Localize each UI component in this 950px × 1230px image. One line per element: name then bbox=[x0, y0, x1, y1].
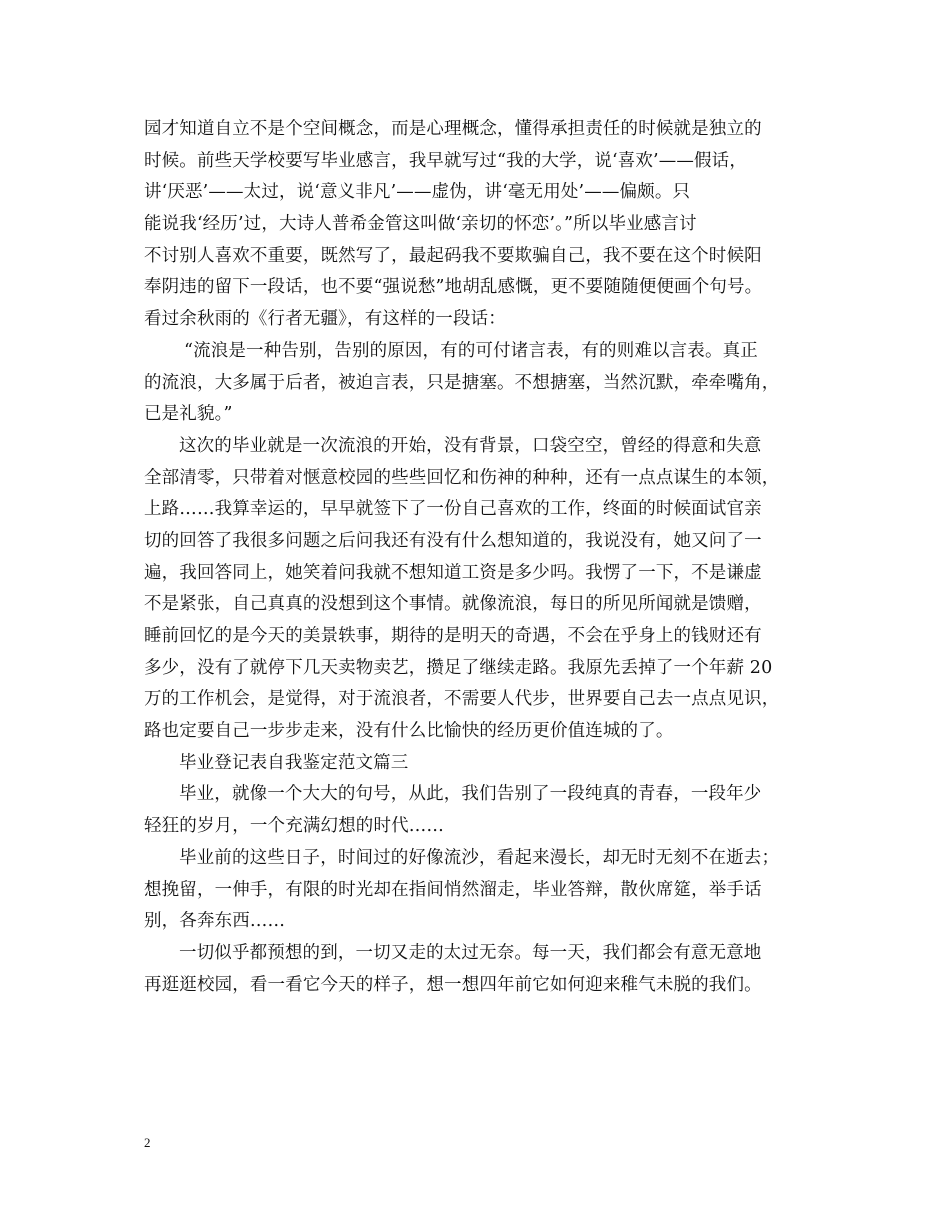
quote-line: “流浪是一种告别，告别的原因，有的可付诸言表，有的则难以言表。真正 bbox=[184, 340, 758, 361]
paragraph-line: 路也定要自己一步步走来，没有什么比愉快的经历更价值连城的了。 bbox=[144, 721, 674, 742]
paragraph-line: 这次的毕业就是一次流浪的开始，没有背景，口袋空空，曾经的得意和失意 bbox=[179, 435, 762, 456]
paragraph-line: 万的工作机会，是觉得，对于流浪者，不需要人代步，世界要自己去一点点见识， bbox=[144, 689, 780, 710]
paragraph-line: 想挽留，一伸手，有限的时光却在指间悄然溜走，毕业答辩，散伙席筵，举手话 bbox=[144, 879, 762, 900]
paragraph-line: 园才知道自立不是个空间概念，而是心理概念，懂得承担责任的时候就是独立的 bbox=[144, 119, 762, 139]
paragraph-line: 睡前回忆的是今天的美景轶事，期待的是明天的奇遇，不会在乎身上的钱财还有 bbox=[144, 626, 762, 646]
paragraph-line: 一切似乎都预想的到，一切又走的太过无奈。每一天，我们都会有意无意地 bbox=[179, 942, 762, 963]
paragraph-line: 不讨别人喜欢不重要，既然写了，最起码我不要欺骗自己，我不要在这个时候阳 bbox=[144, 245, 762, 266]
paragraph-line: 时候。前些天学校要写毕业感言，我早就写过“我的大学，说‘喜欢’——假话， bbox=[144, 150, 747, 171]
paragraph-line: 毕业，就像一个大大的句号，从此，我们告别了一段纯真的青春，一段年少 bbox=[179, 784, 762, 805]
quote-line: 已是礼貌。” bbox=[144, 404, 233, 425]
paragraph-line: 别，各奔东西…… bbox=[144, 911, 286, 932]
paragraph-line: 不是紧张，自己真真的没想到这个事情。就像流浪，每日的所见所闻就是馈赠， bbox=[144, 594, 762, 615]
quote-line: 的流浪，大多属于后者，被迫言表，只是搪塞。不想搪塞，当然沉默，牵牵嘴角， bbox=[144, 372, 780, 393]
paragraph-line: 切的回答了我很多问题之后问我还有没有什么想知道的，我说没有，她又问了一 bbox=[144, 530, 762, 551]
paragraph-line: 上路……我算幸运的，早早就签下了一份自己喜欢的工作，终面的时候面试官亲 bbox=[144, 499, 762, 520]
paragraph-line: 毕业前的这些日子，时间过的好像流沙，看起来漫长，却无时无刻不在逝去； bbox=[179, 847, 780, 868]
paragraph-line: 再逛逛校园，看一看它今天的样子，想一想四年前它如何迎来稚气未脱的我们。 bbox=[144, 974, 762, 995]
paragraph-line: 能说我‘经历’过，大诗人普希金管这叫做‘亲切的怀恋’。”所以毕业感言讨 bbox=[144, 214, 697, 235]
document-body bbox=[144, 114, 834, 1001]
paragraph-line: 多少，没有了就停下几天卖物卖艺，攒足了继续走路。我原先丢掉了一个年薪 20 bbox=[144, 657, 773, 678]
paragraph-line: 看过余秋雨的《行者无疆》，有这样的一段话： bbox=[144, 309, 506, 330]
section-heading: 毕业登记表自我鉴定范文篇三 bbox=[179, 752, 409, 773]
paragraph-line: 讲‘厌恶’——太过，说‘意义非凡’——虚伪，讲‘毫无用处’——偏颇。只 bbox=[144, 182, 691, 203]
page-number: 2 bbox=[144, 1135, 151, 1150]
paragraph-line: 轻狂的岁月，一个充满幻想的时代…… bbox=[144, 816, 445, 837]
paragraph-line: 奉阴违的留下一段话，也不要“强说愁”地胡乱感慨，更不要随随便便画个句号。 bbox=[144, 277, 763, 298]
paragraph-line: 全部清零，只带着对惬意校园的些些回忆和伤神的种种，还有一点点谋生的本领， bbox=[144, 467, 780, 488]
paragraph-line: 遍，我回答同上，她笑着问我就不想知道工资是多少吗。我愣了一下，不是谦虚 bbox=[144, 562, 762, 583]
